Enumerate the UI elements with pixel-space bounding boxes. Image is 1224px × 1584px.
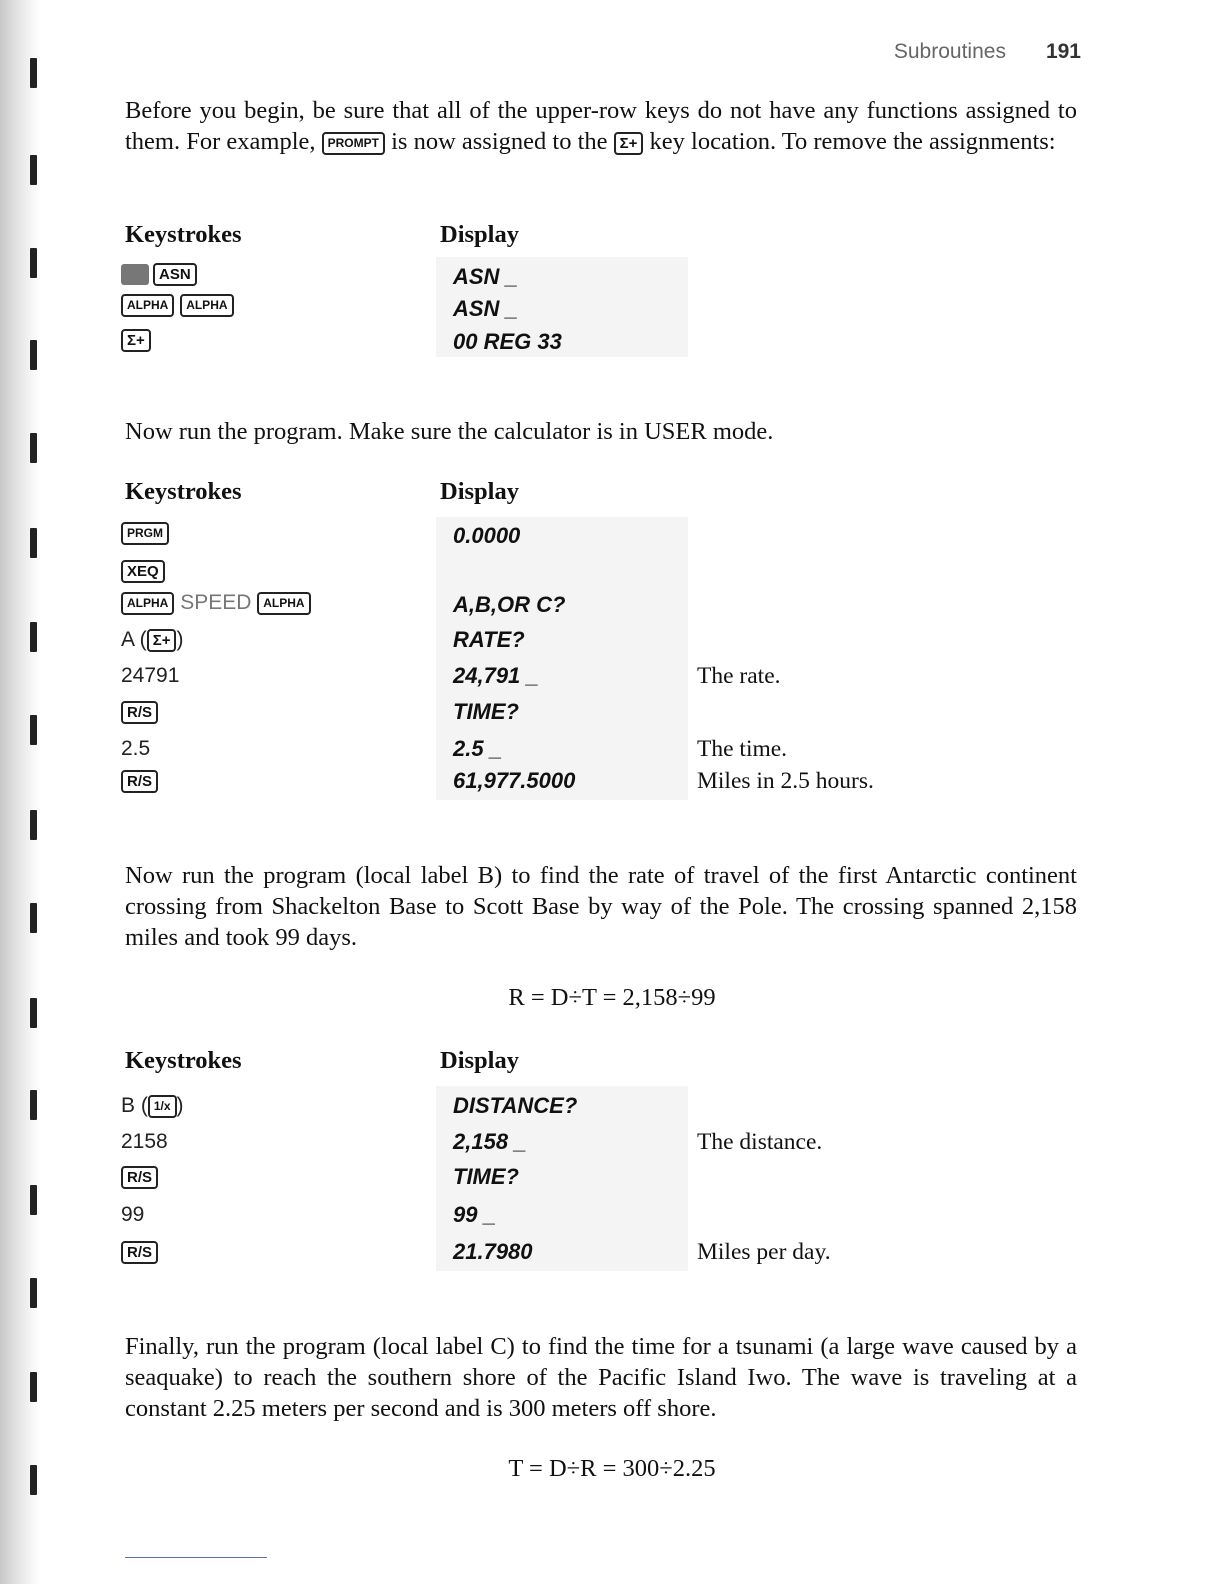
section-title: Subroutines — [893, 40, 1006, 63]
sigma-plus-key: Σ+ — [121, 329, 151, 352]
binding-hole — [30, 810, 37, 840]
label-text: ) — [176, 1094, 184, 1117]
keystroke-cell — [121, 625, 183, 655]
sigma-plus-key: Σ+ — [614, 132, 644, 155]
shift-key — [121, 264, 149, 285]
label-text: ) — [176, 628, 184, 651]
display-cell: 21.7980 — [453, 1239, 533, 1264]
display-heading: Display — [440, 221, 519, 248]
keystroke-cell — [121, 1162, 158, 1192]
comment-cell: The time. — [697, 736, 788, 762]
binding-hole — [30, 58, 37, 88]
keystrokes-heading: Keystrokes — [125, 221, 242, 248]
binding-hole — [30, 715, 37, 745]
keystroke-cell: 2158 — [121, 1130, 168, 1153]
running-header — [894, 40, 1081, 64]
page-number: 191 — [1045, 40, 1081, 63]
display-cell: 99 _ — [453, 1202, 496, 1227]
prgm-key: PRGM — [121, 522, 169, 545]
keystroke-cell — [121, 1091, 184, 1121]
display-heading: Display — [440, 478, 519, 505]
binding-hole — [30, 528, 37, 558]
binding-edge — [0, 0, 40, 1584]
comment-cell: The distance. — [697, 1129, 823, 1155]
display-cell: 00 REG 33 — [453, 329, 562, 354]
keystrokes-heading: Keystrokes — [125, 478, 242, 505]
run-stop-key: R/S — [121, 1241, 158, 1264]
binding-hole — [30, 1090, 37, 1120]
display-heading: Display — [440, 1047, 519, 1074]
keystroke-cell — [121, 588, 311, 618]
binding-hole — [30, 1372, 37, 1402]
intro-text: key location. To remove the assignments: — [649, 128, 1056, 155]
keystroke-cell — [121, 259, 197, 289]
binding-hole — [30, 433, 37, 463]
display-cell: DISTANCE? — [453, 1093, 578, 1118]
xeq-key: XEQ — [121, 560, 165, 583]
display-cell: 2,158 _ — [453, 1129, 527, 1154]
keystroke-cell — [121, 325, 151, 355]
label-text: B ( — [121, 1094, 148, 1117]
sigma-plus-key: Σ+ — [147, 629, 177, 652]
program-name: SPEED — [180, 591, 252, 614]
comment-cell: Miles per day. — [697, 1239, 831, 1265]
label-text: A ( — [121, 628, 147, 651]
display-cell: TIME? — [453, 699, 519, 724]
keystroke-cell — [121, 290, 234, 320]
binding-hole — [30, 248, 37, 278]
display-cell: TIME? — [453, 1164, 519, 1189]
keystroke-cell: 24791 — [121, 664, 180, 687]
keystroke-cell: 2.5 — [121, 737, 151, 760]
intro-paragraph — [125, 95, 1077, 157]
run-stop-key: R/S — [121, 701, 158, 724]
keystroke-cell: 99 — [121, 1203, 145, 1226]
antarctic-paragraph: Now run the program (local label B) to find the rate of travel of the first Antarctic continent crossing from Shackelton Base to Scott Base by way of the Pole. The crossing spanned 2,158 miles and took 99 days. — [125, 862, 1077, 951]
display-cell: ASN _ — [453, 296, 518, 321]
binding-hole — [30, 1185, 37, 1215]
footnote-rule — [125, 1557, 267, 1558]
run-stop-key: R/S — [121, 770, 158, 793]
display-cell: 24,791 _ — [453, 663, 539, 688]
display-cell: 61,977.5000 — [453, 768, 576, 793]
asn-key: ASN — [153, 263, 197, 286]
keystroke-cell — [121, 556, 165, 586]
binding-hole — [30, 155, 37, 185]
keystroke-cell — [121, 518, 169, 548]
keystroke-cell — [121, 1237, 158, 1267]
binding-hole — [30, 622, 37, 652]
time-equation: T = D÷R = 300÷2.25 — [508, 1455, 716, 1482]
display-cell: 2.5 _ — [453, 736, 502, 761]
intro-text: Before you begin, be sure that all of the upper-row keys do not have any functions assigned to them. For example, — [125, 97, 1077, 155]
binding-hole — [30, 903, 37, 933]
keystroke-cell — [121, 697, 158, 727]
display-cell: 0.0000 — [453, 523, 521, 548]
display-cell: RATE? — [453, 627, 525, 652]
binding-hole — [30, 340, 37, 370]
display-cell: A,B,OR C? — [453, 592, 566, 617]
comment-cell: The rate. — [697, 663, 781, 689]
keystroke-cell — [121, 766, 158, 796]
keystrokes-heading: Keystrokes — [125, 1047, 242, 1074]
run-stop-key: R/S — [121, 1166, 158, 1189]
intro-text: is now assigned to the — [391, 128, 608, 155]
comment-cell: Miles in 2.5 hours. — [697, 768, 874, 794]
alpha-key: ALPHA — [121, 294, 174, 317]
alpha-key: ALPHA — [257, 592, 310, 615]
display-cell: ASN _ — [453, 264, 518, 289]
tsunami-paragraph: Finally, run the program (local label C) to find the time for a tsunami (a large wave caused by a seaquake) to reach the southern shore of the Pacific Island Iwo. The wave is traveling at a constant 2.25 meters per second and is 300 meters off shore. — [125, 1333, 1077, 1422]
run-paragraph: Now run the program. Make sure the calculator is in USER mode. — [125, 418, 774, 445]
alpha-key: ALPHA — [180, 294, 233, 317]
rate-equation: R = D÷T = 2,158÷99 — [508, 984, 716, 1011]
binding-hole — [30, 1278, 37, 1308]
reciprocal-key: 1/x — [148, 1095, 177, 1118]
prompt-key: PROMPT — [322, 132, 385, 155]
alpha-key: ALPHA — [121, 592, 174, 615]
